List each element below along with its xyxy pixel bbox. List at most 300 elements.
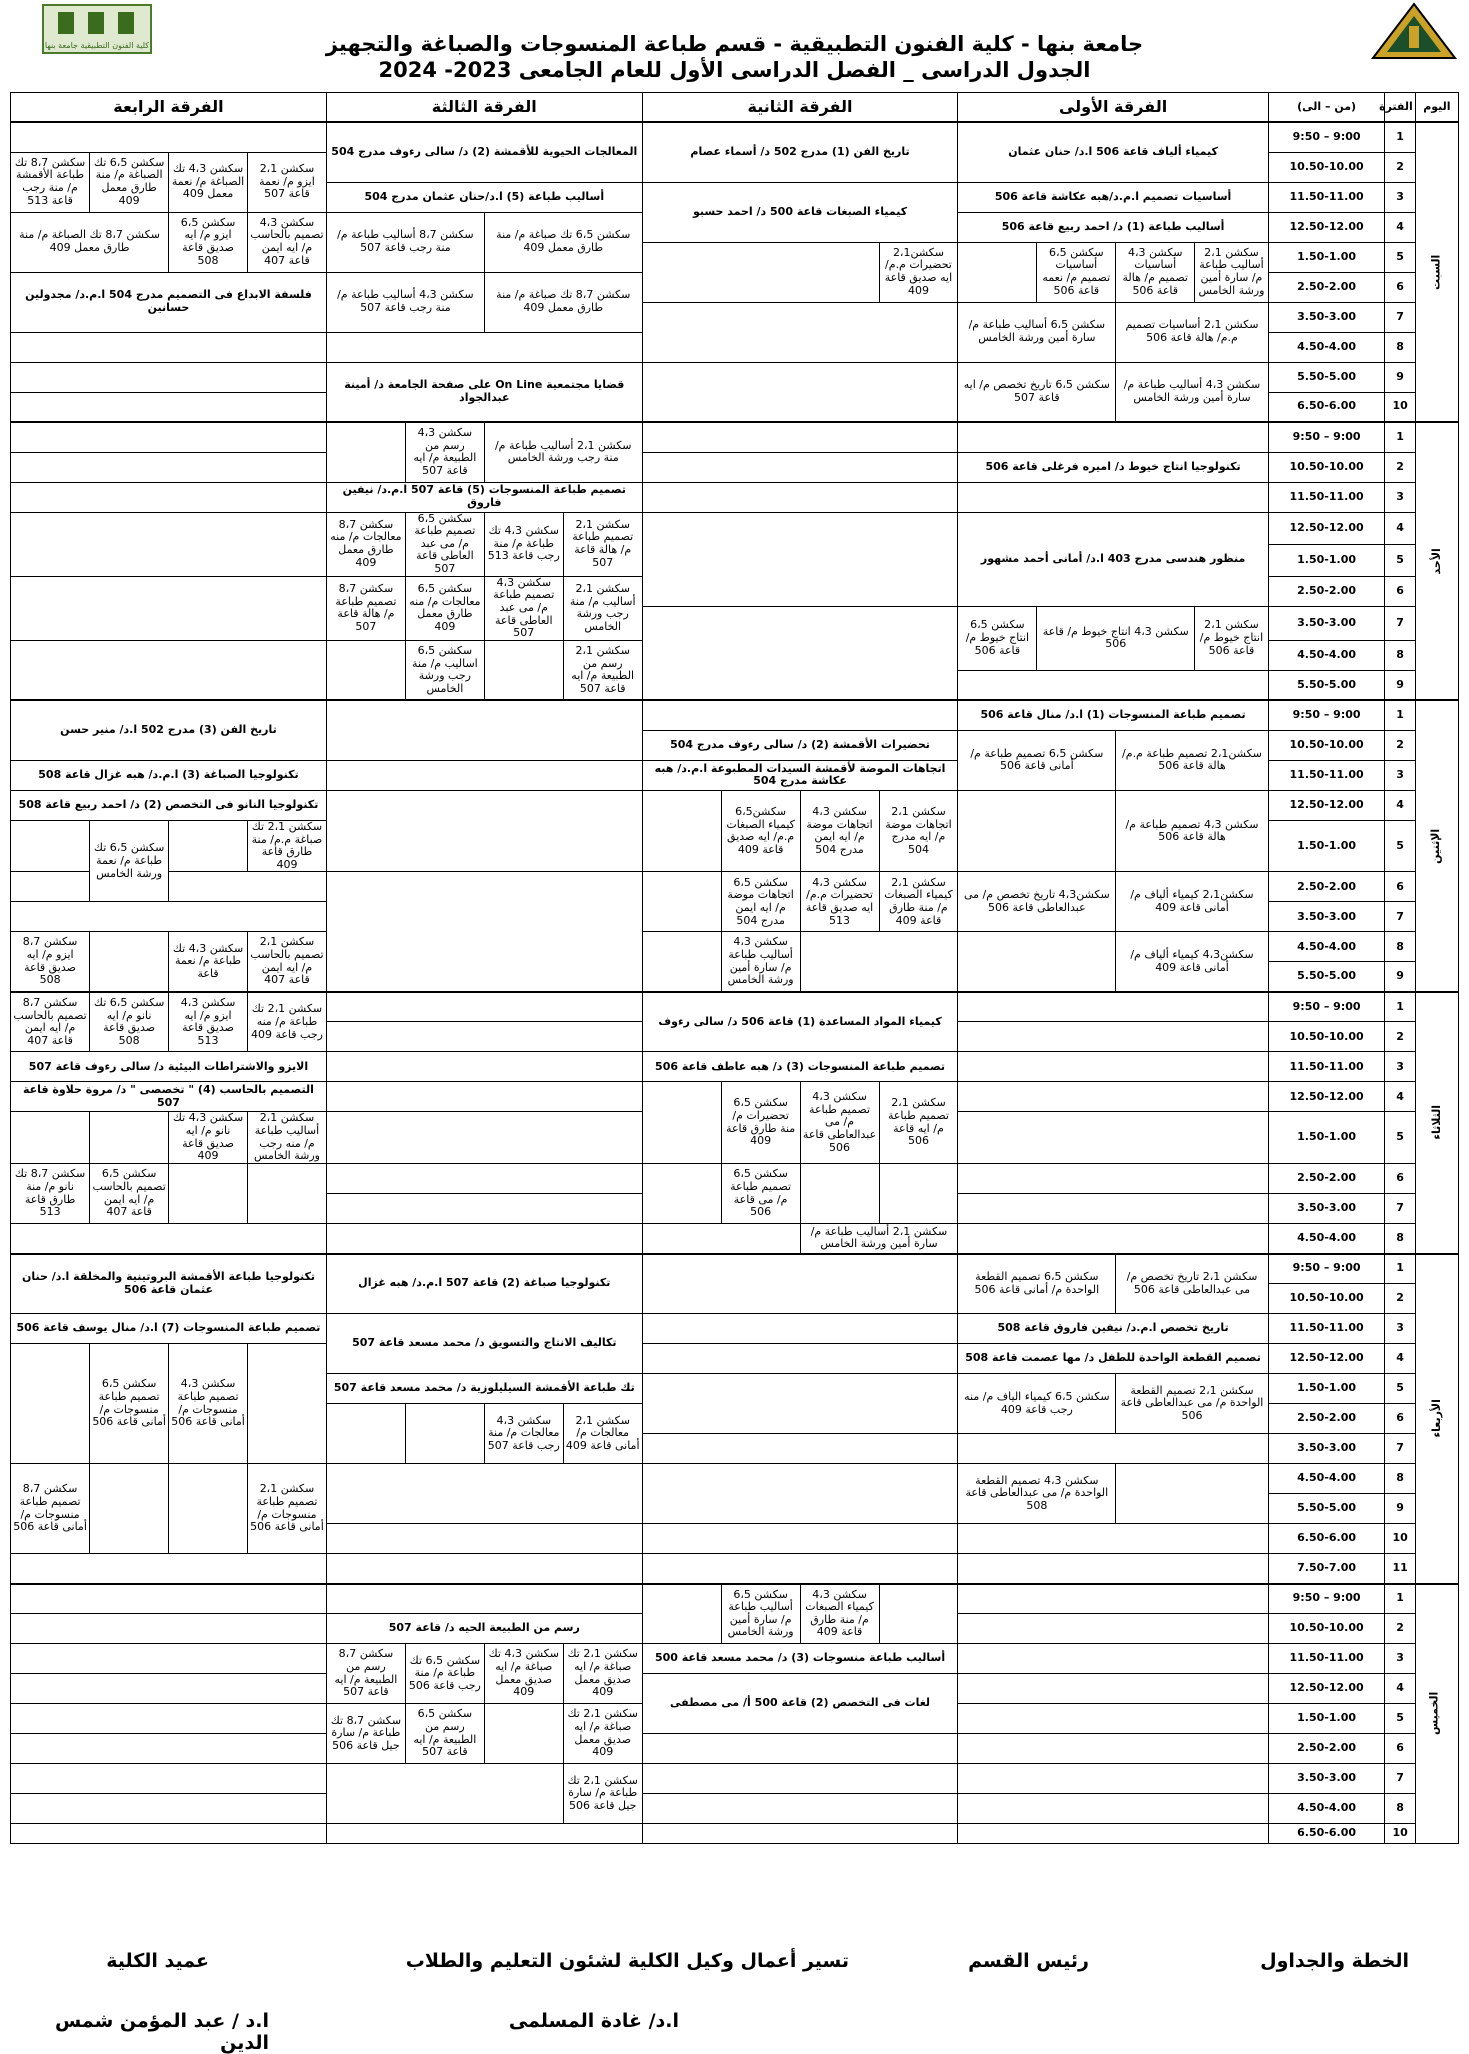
empty-cell (958, 1824, 1268, 1844)
section-cell: سكشن 4،3 معالجات م/ منة رجب قاعة 507 (484, 1404, 563, 1464)
time-slot: 4.50-4.00 (1268, 1224, 1385, 1254)
empty-cell (326, 1224, 642, 1254)
section-cell: سكشن 2،1 أساسيات تصميم م.م/ هالة قاعة 506 (1116, 302, 1268, 362)
section-cell: سكشن 4،3 تك صباغة م/ ايه صديق معمل 409 (484, 1644, 563, 1704)
lecture-cell: تكنولوجيا طباعة الأقمشة البروتينية والمخلقة ا.د/ حنان عثمان قاعة 506 (11, 1254, 327, 1314)
period: 4 (1385, 1344, 1415, 1374)
period: 2 (1385, 152, 1415, 182)
section-cell: سكشن 6،5 تحضيرات م/ منة طارق قاعة 409 (721, 1082, 800, 1164)
lecture-cell: منظور هندسى مدرج 403 ا.د/ أمانى أحمد مشهور (958, 512, 1268, 606)
day-monday: الإثنين (1415, 700, 1458, 992)
section-cell: سكشن 6،5 تك صباغة م/ منة طارق معمل 409 (484, 212, 642, 272)
period: 5 (1385, 1374, 1415, 1404)
header-title: جامعة بنها - كلية الفنون التطبيقية - قسم طباعة المنسوجات والصباغة والتجهيز (325, 32, 1144, 56)
empty-cell (11, 1584, 327, 1614)
empty-cell (958, 1194, 1268, 1224)
period: 7 (1385, 1764, 1415, 1794)
empty-cell (11, 482, 327, 512)
period: 7 (1385, 902, 1415, 932)
time-slot: 9:50 – 9:00 (1268, 422, 1385, 452)
section-cell: سكشن 2،1 تك صباغة م/ ايه صديق معمل 409 (563, 1704, 642, 1764)
empty-cell (642, 512, 958, 606)
timetable (10, 92, 1459, 1844)
footer-dean: عميد الكلية (106, 1950, 209, 1972)
section-cell: سكشن 4،3 تك طباعة م/ نعمة قاعة (169, 932, 248, 992)
section-cell: سكشن 4،3 انتاج خيوط م/ قاعة 506 (1037, 606, 1195, 670)
empty-cell (642, 872, 721, 932)
empty-cell (958, 1022, 1268, 1052)
section-cell: سكشن4،3 تاريخ تخصص م/ مى عبدالعاطى قاعة 506 (958, 872, 1116, 932)
empty-cell (11, 392, 327, 422)
empty-cell (958, 1224, 1268, 1254)
empty-cell (642, 1344, 958, 1374)
time-slot: 9:50 – 9:00 (1268, 1584, 1385, 1614)
header-subtitle: الجدول الدراسى _ الفصل الدراسى الأول للعام الجامعى 2023- 2024 (378, 58, 1091, 82)
lecture-cell: أساليب طباعة (1) د/ احمد ربيع قاعة 506 (958, 212, 1268, 242)
section-cell: سكشن 8،7 تك الصباغة م/ منة طارق معمل 409 (11, 212, 169, 272)
section-cell: سكشن 6،5 ايزو م/ ايه صديق قاعة 508 (169, 212, 248, 272)
lecture-cell: تصميم طباعة المنسوجات (3) د/ هبه عاطف قاعة 506 (642, 1052, 958, 1082)
section-cell: سكشن 8،7 تصميم طباعة منسوجات م/ أمانى قاعة 506 (11, 1464, 90, 1554)
empty-cell (11, 332, 327, 362)
section-cell: سكشن 8،7 تصميم طباعة م/ هالة قاعة 507 (326, 576, 405, 640)
empty-cell (958, 1794, 1268, 1824)
empty-cell (11, 1112, 90, 1164)
period: 6 (1385, 576, 1415, 606)
section-cell: سكشن2،1 كيمياء ألياف م/ أمانى قاعة 409 (1116, 872, 1268, 932)
section-cell: سكشن 6،5 تصميم طباعة منسوجات م/ أمانى قاعة 506 (90, 1344, 169, 1464)
period: 5 (1385, 242, 1415, 272)
section-cell: سكشن 6،5 أساليب طباعة م/ سارة أمين ورشة الخامس (958, 302, 1116, 362)
empty-cell (11, 422, 327, 452)
section-cell: سكشن 4،3 اتجاهات موضة م/ ايه ايمن مدرج 504 (800, 790, 879, 872)
empty-cell (11, 452, 327, 482)
empty-cell (642, 1794, 958, 1824)
period: 9 (1385, 670, 1415, 700)
section-cell: سكشن 6،5 رسم من الطبيعة م/ ايه قاعة 507 (405, 1704, 484, 1764)
section-cell: سكشن 6،5 انتاج خيوط م/ قاعة 506 (958, 606, 1037, 670)
empty-cell (326, 700, 642, 760)
day-saturday: السبت (1415, 122, 1458, 422)
period: 1 (1385, 700, 1415, 730)
empty-cell (11, 1224, 327, 1254)
empty-cell (642, 606, 958, 700)
empty-cell (11, 640, 327, 700)
period: 9 (1385, 962, 1415, 992)
period: 6 (1385, 872, 1415, 902)
time-slot: 11.50-11.00 (1268, 482, 1385, 512)
empty-cell (484, 640, 563, 700)
day-tuesday: الثلاثاء (1415, 992, 1458, 1254)
time-slot: 10.50-10.00 (1268, 1284, 1385, 1314)
period: 2 (1385, 730, 1415, 760)
empty-cell (11, 1764, 327, 1794)
time-slot: 9:50 – 9:00 (1268, 1254, 1385, 1284)
section-cell: سكشن 8،7 تك صباغة م/ منة طارق معمل 409 (484, 272, 642, 332)
period: 7 (1385, 302, 1415, 332)
section-cell: سكشن 4،3 تحضيرات م.م/ ايه صديق قاعة 513 (800, 872, 879, 932)
period: 4 (1385, 1082, 1415, 1112)
empty-cell (642, 302, 958, 362)
time-slot: 12.50-12.00 (1268, 1674, 1385, 1704)
empty-cell (642, 790, 721, 872)
empty-cell (90, 932, 169, 992)
time-slot: 1.50-1.00 (1268, 820, 1385, 872)
empty-cell (11, 820, 90, 872)
time-slot: 3.50-3.00 (1268, 902, 1385, 932)
section-cell: سكشن 2،1 تصميم طباعة م/ ايه قاعة 506 (879, 1082, 958, 1164)
empty-cell (326, 760, 642, 790)
lecture-cell: تكنولوجيا الصباغة (3) ا.م.د/ هبه غزال قاعة 508 (11, 760, 327, 790)
empty-cell (958, 1764, 1268, 1794)
empty-cell (642, 422, 958, 452)
time-slot: 5.50-5.00 (1268, 1494, 1385, 1524)
section-cell: سكشن2،1 تصميم طباعة م.م/ هالة قاعة 506 (1116, 730, 1268, 790)
period: 1 (1385, 422, 1415, 452)
time-slot: 2.50-2.00 (1268, 872, 1385, 902)
lecture-cell: كيمياء المواد المساعدة (1) قاعة 506 د/ سالى رءوف (642, 992, 958, 1052)
section-cell: سكشن 2،1 تك صباغة م/ ايه صديق معمل 409 (563, 1644, 642, 1704)
empty-cell (642, 1554, 958, 1584)
section-cell: سكشن 8،7 تك طباعة م/ سارة جيل قاعة 506 (326, 1704, 405, 1764)
empty-cell (958, 242, 1037, 302)
empty-cell (326, 640, 405, 700)
col-time: (من – الى) (1268, 93, 1385, 123)
period: 2 (1385, 1022, 1415, 1052)
section-cell: سكشن 6،5 تصميم طباعة م/ مى قاعة 506 (721, 1164, 800, 1224)
section-cell: سكشن 6،5 معالجات م/ منه طارق معمل 409 (405, 576, 484, 640)
section-cell: سكشن 6،5 تك الصباغة م/ منة طارق معمل 409 (90, 152, 169, 212)
empty-cell (11, 1554, 327, 1584)
period: 6 (1385, 1404, 1415, 1434)
time-slot: 3.50-3.00 (1268, 1434, 1385, 1464)
section-cell: سكشن6،5 كيمياء الصبغات م.م/ ايه صديق قاعة 409 (721, 790, 800, 872)
footer-dean-name: ا.د / عبد المؤمن شمس الدين (54, 2010, 269, 2054)
lecture-cell: فلسفة الابداع فى التصميم مدرج 504 ا.م.د/ مجدولين حسانين (11, 272, 327, 332)
time-slot: 5.50-5.00 (1268, 962, 1385, 992)
empty-cell (958, 1082, 1268, 1112)
section-cell: سكشن 4،3 تك طباعة م/ منة رجب قاعة 513 (484, 512, 563, 576)
empty-cell (642, 1254, 958, 1314)
section-cell: سكشن 6،5 اتجاهات موضة م/ ايه ايمن مدرج 504 (721, 872, 800, 932)
section-cell: سكشن2،1 تحضيرات م.م/ ايه صديق قاعة 409 (879, 242, 958, 302)
empty-cell (326, 332, 642, 362)
empty-cell (326, 1082, 642, 1112)
empty-cell (642, 242, 879, 302)
empty-cell (958, 1164, 1268, 1194)
empty-cell (642, 1524, 958, 1554)
empty-cell (11, 1794, 327, 1824)
empty-cell (642, 1824, 958, 1844)
empty-cell (11, 1824, 327, 1844)
period: 9 (1385, 1494, 1415, 1524)
section-cell: سكشن 2،1 تصميم طباعة منسوجات م/ أمانى قاعة 506 (248, 1464, 327, 1554)
period: 3 (1385, 1314, 1415, 1344)
period: 2 (1385, 452, 1415, 482)
lecture-cell: تكنولوجيا انتاج خيوط د/ اميره فرغلى قاعة 506 (958, 452, 1268, 482)
period: 7 (1385, 606, 1415, 640)
section-cell: سكشن 6،5 تاريخ تخصص م/ ايه قاعة 507 (958, 362, 1116, 422)
period: 1 (1385, 1254, 1415, 1284)
section-cell: سكشن 4،3 أساليب طباعة م/ منة رجب قاعة 507 (326, 272, 484, 332)
section-cell: سكشن 4،3 أساليب طباعة م/ سارة أمين ورشة الخامس (721, 932, 800, 992)
section-cell: سكشن 6،5 تصميم طباعة م/ مى عبد العاطى قاعة 507 (405, 512, 484, 576)
time-slot: 1.50-1.00 (1268, 1112, 1385, 1164)
time-slot: 4.50-4.00 (1268, 332, 1385, 362)
section-cell: سكشن 2،1 تصميم طباعة م/ هالة قاعة 507 (563, 512, 642, 576)
empty-cell (326, 1524, 642, 1554)
empty-cell (958, 1584, 1268, 1614)
section-cell: سكشن 4،3 رسم من الطبيعة م/ ايه قاعة 507 (405, 422, 484, 482)
empty-cell (326, 422, 405, 482)
section-cell: سكشن 8،7 ايزو م/ ايه صديق قاعة 508 (11, 932, 90, 992)
period: 8 (1385, 1794, 1415, 1824)
empty-cell (958, 482, 1268, 512)
lecture-cell: المعالجات الحيوية للأقمشة (2) د/ سالى رءوف مدرج 504 (326, 122, 642, 182)
time-slot: 1.50-1.00 (1268, 544, 1385, 576)
empty-cell (879, 1584, 958, 1644)
empty-cell (958, 1614, 1268, 1644)
time-slot: 6.50-6.00 (1268, 392, 1385, 422)
empty-cell (169, 872, 327, 902)
empty-cell (1116, 1464, 1268, 1524)
empty-cell (326, 1764, 563, 1824)
empty-cell (11, 122, 327, 152)
empty-cell (11, 362, 327, 392)
empty-cell (958, 790, 1116, 872)
empty-cell (326, 992, 642, 1022)
section-cell: سكشن 2،1 أساليب طباعة م/ سارة أمين ورشة الخامس (1195, 242, 1269, 302)
period: 3 (1385, 482, 1415, 512)
empty-cell (326, 1022, 642, 1052)
section-cell: سكشن 8،7 رسم من الطبيعة م/ ايه قاعة 507 (326, 1644, 405, 1704)
section-cell: سكشن 2،1 تصميم بالحاسب م/ ايه ايمن قاعة 407 (248, 932, 327, 992)
section-cell: سكشن 2،1 كيمياء الصبغات م/ منة طارق قاعة 409 (879, 872, 958, 932)
period: 1 (1385, 122, 1415, 152)
header-row (11, 93, 1459, 123)
section-cell: سكشن 2،1 أساليب طباعة م/ منه رجب ورشة الخامس (248, 1112, 327, 1164)
section-cell: سكشن 4،3 تصميم طباعة منسوجات م/ أمانى قاعة 506 (169, 1344, 248, 1464)
period: 4 (1385, 790, 1415, 820)
empty-cell (642, 482, 958, 512)
time-slot: 12.50-12.00 (1268, 790, 1385, 820)
section-cell: سكشن 2،1 اتجاهات موضة م/ ايه مدرج 504 (879, 790, 958, 872)
time-slot: 1.50-1.00 (1268, 242, 1385, 272)
time-slot: 5.50-5.00 (1268, 362, 1385, 392)
empty-cell (958, 932, 1116, 992)
empty-cell (326, 1164, 642, 1194)
period: 8 (1385, 932, 1415, 962)
empty-cell (879, 1164, 958, 1224)
section-cell: سكشن 8،7 أساليب طباعة م/ منة رجب قاعة 507 (326, 212, 484, 272)
time-slot: 4.50-4.00 (1268, 640, 1385, 670)
empty-cell (642, 1164, 721, 1224)
empty-cell (11, 1644, 327, 1674)
section-cell: سكشن 4،3 أساسيات تصميم م/ هالة قاعة 506 (1116, 242, 1195, 302)
lecture-cell: تاريخ تخصص ا.م.د/ نيفين فاروق قاعة 508 (958, 1314, 1268, 1344)
period: 3 (1385, 760, 1415, 790)
empty-cell (958, 1554, 1268, 1584)
lecture-cell: تحضيرات الأقمشة (2) د/ سالى رءوف مدرج 504 (642, 730, 958, 760)
col-year4: الفرقة الرابعة (11, 93, 327, 123)
col-year2: الفرقة الثانية (642, 93, 958, 123)
time-slot: 10.50-10.00 (1268, 452, 1385, 482)
section-cell: سكشن 2،1 تك طباعة م/ سارة جيل قاعة 506 (563, 1764, 642, 1824)
section-cell: سكشن 2،1 أساليب م/ منة رجب ورشة الخامس (563, 576, 642, 640)
lecture-cell: تاريخ الفن (3) مدرج 502 ا.د/ منير حسن (11, 700, 327, 760)
time-slot: 9:50 – 9:00 (1268, 992, 1385, 1022)
empty-cell (326, 1824, 642, 1844)
time-slot: 10.50-10.00 (1268, 1022, 1385, 1052)
period: 8 (1385, 640, 1415, 670)
time-slot: 2.50-2.00 (1268, 576, 1385, 606)
section-cell: سكشن 2،1 تاريخ تخصص م/ مى عبدالعاطى قاعة 506 (1116, 1254, 1268, 1314)
empty-cell (800, 1164, 879, 1224)
empty-cell (642, 452, 958, 482)
period: 4 (1385, 512, 1415, 544)
empty-cell (642, 700, 958, 730)
footer-plan: الخطة والجداول (1260, 1950, 1409, 1972)
section-cell: سكشن 4،3 تصميم طباعة م/ مى عبد العاطى قاعة 507 (484, 576, 563, 640)
empty-cell (326, 790, 642, 872)
lecture-cell: تصميم القطعة الواحدة للطفل د/ مها عصمت قاعة 508 (958, 1344, 1268, 1374)
lecture-cell: تك طباعة الأقمشة السيليلوزية د/ محمد مسعد قاعة 507 (326, 1374, 642, 1404)
empty-cell (11, 512, 327, 576)
section-cell: سكشن 8،7 تك نانو م/ منة طارق قاعة 513 (11, 1164, 90, 1224)
section-cell: سكشن 6،5 تصميم القطعة الواحدة م/ أمانى قاعة 506 (958, 1254, 1116, 1314)
footer-head: رئيس القسم (968, 1950, 1089, 1972)
period: 8 (1385, 332, 1415, 362)
empty-cell (248, 1344, 327, 1464)
empty-cell (90, 1464, 169, 1554)
section-cell: سكشن 6،5 اساليب م/ منة رجب ورشة الخامس (405, 640, 484, 700)
time-slot: 12.50-12.00 (1268, 212, 1385, 242)
section-cell: سكشن 2،1 تصميم القطعة الواحدة م/ مى عبدالعاطى قاعة 506 (1116, 1374, 1268, 1434)
empty-cell (169, 1464, 248, 1554)
time-slot: 11.50-11.00 (1268, 760, 1385, 790)
empty-cell (405, 1404, 484, 1464)
empty-cell (11, 1674, 327, 1704)
lecture-cell: تصميم طباعة المنسوجات (7) ا.د/ منال يوسف قاعة 506 (11, 1314, 327, 1344)
lecture-cell: اتجاهات الموضة لأقمشة السيدات المطبوعة ا.م.د/ هبه عكاشة مدرج 504 (642, 760, 958, 790)
empty-cell (326, 1554, 642, 1584)
time-slot: 10.50-10.00 (1268, 1614, 1385, 1644)
time-slot: 2.50-2.00 (1268, 1404, 1385, 1434)
section-cell: سكشن 2،1 تك طباعة م/ منه رجب قاعة 409 (248, 992, 327, 1052)
section-cell: سكشن 4،3 ايزو م/ ايه صديق قاعة 513 (169, 992, 248, 1052)
time-slot: 12.50-12.00 (1268, 1344, 1385, 1374)
empty-cell (11, 1734, 327, 1764)
period: 1 (1385, 992, 1415, 1022)
time-slot: 12.50-12.00 (1268, 1082, 1385, 1112)
time-slot: 7.50-7.00 (1268, 1554, 1385, 1584)
footer-vice-name: ا.د/ غادة المسلمى (508, 2010, 679, 2032)
period: 3 (1385, 1644, 1415, 1674)
time-slot: 3.50-3.00 (1268, 302, 1385, 332)
lecture-cell: تكاليف الانتاج والتسويق د/ محمد مسعد قاعة 507 (326, 1314, 642, 1374)
time-slot: 10.50-10.00 (1268, 730, 1385, 760)
empty-cell (11, 872, 90, 902)
lecture-cell: لغات فى التخصص (2) قاعة 500 أ/ مى مصطفى (642, 1674, 958, 1734)
section-cell: سكشن 6،5 تك طباعة م/ منة رجب قاعة 506 (405, 1644, 484, 1704)
empty-cell (958, 1052, 1268, 1082)
empty-cell (11, 902, 327, 932)
period: 5 (1385, 820, 1415, 872)
lecture-cell: أساسيات تصميم ا.م.د/هبه عكاشة قاعة 506 (958, 182, 1268, 212)
section-cell: سكشن 6،5 تصميم بالحاسب م/ ايه ايمن قاعة 407 (90, 1164, 169, 1224)
section-cell: سكشن 2،1 انتاج خيوط م/ قاعة 506 (1195, 606, 1269, 670)
empty-cell (642, 1584, 721, 1644)
lecture-cell: تصميم طباعة المنسوجات (5) قاعة 507 ا.م.د/ نيفين فاروق (326, 482, 642, 512)
empty-cell (11, 1344, 90, 1464)
time-slot: 2.50-2.00 (1268, 1734, 1385, 1764)
period: 10 (1385, 1524, 1415, 1554)
period: 5 (1385, 1112, 1415, 1164)
section-cell: سكشن 2،1 ايزو م/ نعمة قاعة 507 (248, 152, 327, 212)
lecture-cell: رسم من الطبيعة الحيه د/ قاعة 507 (326, 1614, 642, 1644)
col-year1: الفرقة الأولى (958, 93, 1268, 123)
lecture-cell: تكنولوجيا صباغة (2) قاعة 507 ا.م.د/ هبه غزال (326, 1254, 642, 1314)
col-period: الفترة (1385, 93, 1415, 123)
period: 4 (1385, 1674, 1415, 1704)
period: 7 (1385, 1434, 1415, 1464)
time-slot: 4.50-4.00 (1268, 932, 1385, 962)
section-cell: سكشن4،3 كيمياء ألياف م/ أمانى قاعة 409 (1116, 932, 1268, 992)
time-slot: 6.50-6.00 (1268, 1824, 1385, 1844)
empty-cell (800, 932, 958, 992)
section-cell: سكشن 6،5 تك طباعة م/ نعمة ورشة الخامس (90, 820, 169, 902)
empty-cell (642, 932, 721, 992)
empty-cell (958, 1734, 1268, 1764)
section-cell: سكشن 4،3 تصميم طباعة م/ هالة قاعة 506 (1116, 790, 1268, 872)
period: 11 (1385, 1554, 1415, 1584)
period: 4 (1385, 212, 1415, 242)
time-slot: 1.50-1.00 (1268, 1374, 1385, 1404)
empty-cell (326, 872, 642, 992)
time-slot: 10.50-10.00 (1268, 152, 1385, 182)
section-cell: سكشن 4،3 تصميم القطعة الواحدة م/ مى عبدالعاطى قاعة 508 (958, 1464, 1116, 1524)
period: 7 (1385, 1194, 1415, 1224)
time-slot: 4.50-4.00 (1268, 1464, 1385, 1494)
period: 2 (1385, 1614, 1415, 1644)
day-wednesday: الأربعاء (1415, 1254, 1458, 1584)
section-cell: سكشن 2،1 أساليب طباعة م/ سارة أمين ورشة الخامس (800, 1224, 958, 1254)
time-slot: 2.50-2.00 (1268, 272, 1385, 302)
period: 6 (1385, 1734, 1415, 1764)
time-slot: 12.50-12.00 (1268, 512, 1385, 544)
period: 5 (1385, 544, 1415, 576)
section-cell: سكشن 4،3 كيمياء الصبغات م/ منة طارق قاعة 409 (800, 1584, 879, 1644)
period: 6 (1385, 272, 1415, 302)
page-header (0, 0, 1469, 92)
period: 1 (1385, 1584, 1415, 1614)
period: 2 (1385, 1284, 1415, 1314)
period: 3 (1385, 182, 1415, 212)
col-day: اليوم (1415, 93, 1458, 123)
lecture-cell: كيمياء الصبغات قاعة 500 د/ احمد حسبو (642, 182, 958, 242)
period: 3 (1385, 1052, 1415, 1082)
period: 10 (1385, 1824, 1415, 1844)
empty-cell (642, 362, 958, 422)
empty-cell (326, 1112, 642, 1164)
empty-cell (248, 1164, 327, 1224)
lecture-cell: تصميم طباعة المنسوجات (1) ا.د/ منال قاعة 506 (958, 700, 1268, 730)
empty-cell (326, 1052, 642, 1082)
period: 8 (1385, 1464, 1415, 1494)
empty-cell (642, 1464, 958, 1524)
section-cell: سكشن 4،3 تك نانو م/ ايه صديق قاعة 409 (169, 1112, 248, 1164)
empty-cell (326, 1404, 405, 1464)
